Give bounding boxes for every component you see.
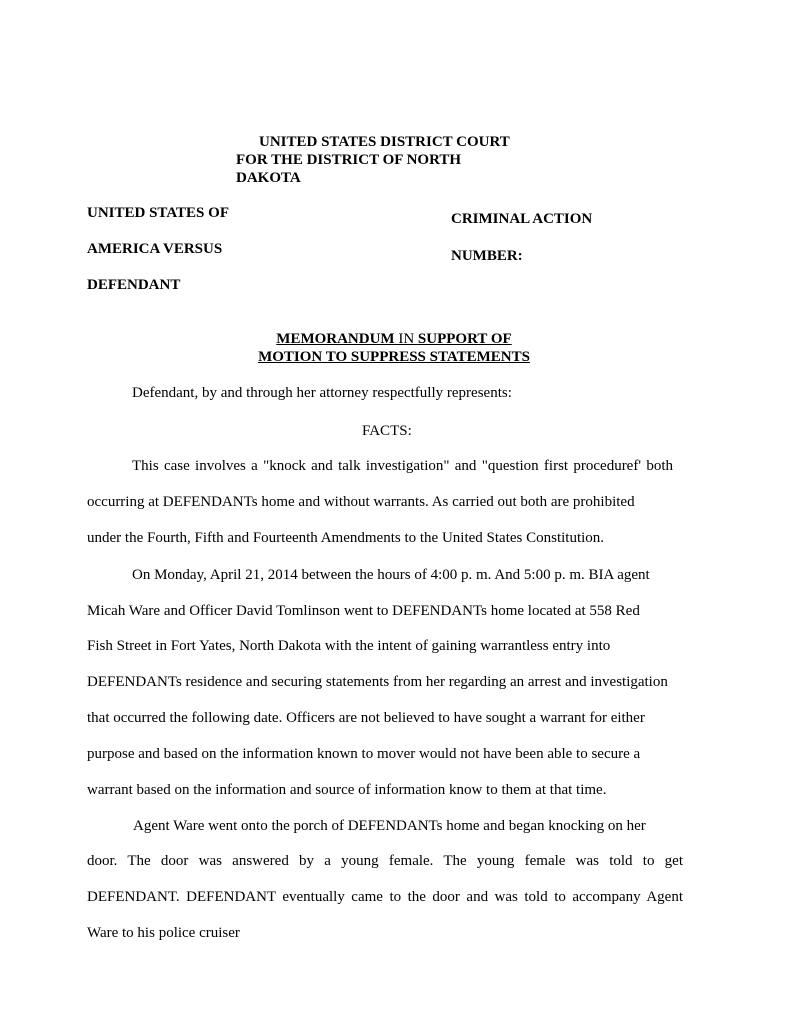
p2-line6: purpose and based on the information known to mover would not have been able to secure a <box>87 746 641 762</box>
caption-party-line3: DEFENDANT <box>87 277 181 293</box>
title-in-word: IN <box>394 331 418 347</box>
p2-line2: Micah Ware and Officer David Tomlinson went to DEFENDANTs home located at 558 Red <box>87 603 640 619</box>
p3-line1: Agent Ware went onto the porch of DEFENDANTs home and began knocking on her <box>133 818 646 834</box>
p2-line1: On Monday, April 21, 2014 between the hours of 4:00 p. m. And 5:00 p. m. BIA agent <box>132 567 650 583</box>
p1-line3: under the Fourth, Fifth and Fourteenth Amendments to the United States Constitution. <box>87 530 605 546</box>
memorandum-title-line2: MOTION TO SUPPRESS STATEMENTS <box>258 349 530 365</box>
caption-case-number-label: NUMBER: <box>451 248 523 264</box>
memorandum-title-line1 <box>0 331 788 348</box>
caption-party-line2: AMERICA VERSUS <box>87 241 223 257</box>
p2-line5: that occurred the following date. Officers are not believed to have sought a warrant for either <box>87 710 645 726</box>
support-of-words: SUPPORT OF <box>417 331 512 347</box>
p3-line2: door. The door was answered by a young female. The young female was told to get <box>87 853 683 869</box>
p2-line7: warrant based on the information and source of information know to them at that time. <box>87 782 607 798</box>
court-name-line3: DAKOTA <box>236 170 301 186</box>
p1-line1: This case involves a "knock and talk investigation" and "question first proceduref' both <box>132 458 673 474</box>
p3-line4: Ware to his police cruiser <box>87 925 240 941</box>
court-name-line2: FOR THE DISTRICT OF NORTH <box>236 152 462 168</box>
p1-line2: occurring at DEFENDANTs home and without warrants. As carried out both are prohibited <box>87 494 635 510</box>
court-name-line1: UNITED STATES DISTRICT COURT <box>259 134 510 150</box>
p2-line4: DEFENDANTs residence and securing statements from her regarding an arrest and investigation <box>87 674 668 690</box>
p2-line3: Fish Street in Fort Yates, North Dakota with the intent of gaining warrantless entry into <box>87 638 611 654</box>
intro-sentence: Defendant, by and through her attorney respectfully represents: <box>132 385 512 401</box>
facts-heading: FACTS: <box>362 423 412 439</box>
p3-line3: DEFENDANT. DEFENDANT eventually came to the door and was told to accompany Agent <box>87 889 683 905</box>
memorandum-word: MEMORANDUM <box>276 331 395 347</box>
caption-case-label: CRIMINAL ACTION <box>451 211 593 227</box>
caption-party-line1: UNITED STATES OF <box>87 205 229 221</box>
